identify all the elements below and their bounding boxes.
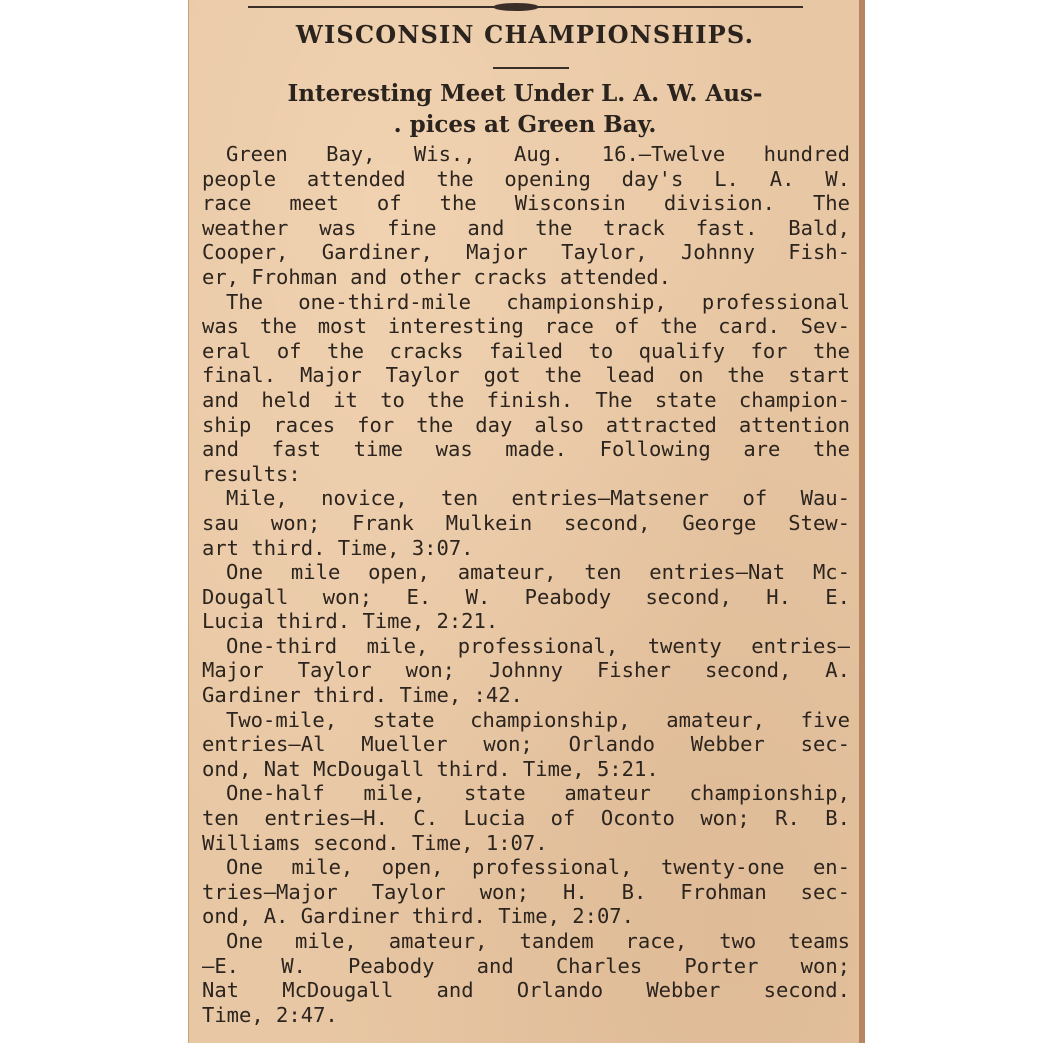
article-line: Two-mile, state championship, amateur, five [226,707,850,732]
article-paragraph [202,560,850,634]
article-line: —E. W. Peabody and Charles Porter won; [202,953,850,978]
article-line: weather was fine and the track fast. Bald, [202,215,850,240]
article-line: Time, 2:47. [202,1002,338,1027]
article-paragraph [202,855,850,929]
top-rule-ornament [493,3,539,11]
article-line: er, Frohman and other cracks attended. [202,264,671,289]
headline-divider [493,67,569,69]
article-line: One mile, open, professional, twenty-one en- [226,855,850,880]
article-line: One-half mile, state amateur championship, [226,781,850,806]
article-paragraph [202,929,850,1027]
article-line: One-third mile, professional, twenty entries— [226,633,850,658]
headline: WISCONSIN CHAMPIONSHIPS. [295,20,755,49]
article-body [202,142,850,1027]
article-line: One mile open, amateur, ten entries—Nat Mc- [226,560,850,585]
article-line: Nat McDougall and Orlando Webber second. [202,978,850,1003]
article-line: art third. Time, 3:07. [202,535,474,560]
article-line: ond, A. Gardiner third. Time, 2:07. [202,904,634,929]
article-line: Major Taylor won; Johnny Fisher second, A. [202,658,850,683]
article-paragraph [202,781,850,855]
article-line: tries—Major Taylor won; H. B. Frohman sec- [202,879,850,904]
article-line: Lucia third. Time, 2:21. [202,609,499,634]
article-line: Williams second. Time, 1:07. [202,830,548,855]
article-line: eral of the cracks failed to qualify for the [202,338,850,363]
article-paragraph [202,486,850,560]
article-line: ond, Nat McDougall third. Time, 5:21. [202,756,659,781]
article-paragraph [202,708,850,782]
article-line: people attended the opening day's L. A. W. [202,166,850,191]
article-line: The one-third-mile championship, professional [226,289,850,314]
article-line: sau won; Frank Mulkein second, George Stew- [202,510,850,535]
article-line: was the most interesting race of the card. Sev- [202,314,850,339]
article-line: entries—Al Mueller won; Orlando Webber sec- [202,732,850,757]
article-paragraph [202,634,850,708]
article-paragraph [202,290,850,487]
article-line: Gardiner third. Time, :42. [202,683,523,708]
article-line: final. Major Taylor got the lead on the start [202,363,850,388]
clipping-edge [859,0,865,1043]
article-line: ten entries—H. C. Lucia of Oconto won; R. B. [202,806,850,831]
article-line: Dougall won; E. W. Peabody second, H. E. [202,584,850,609]
subhead [188,78,862,140]
article-line: results: [202,461,301,486]
article-line: Mile, novice, ten entries—Matsener of Wau- [226,486,850,511]
subhead-line: Interesting Meet Under L. A. W. Aus- [287,80,763,107]
subhead-line: . pices at Green Bay. [393,111,657,138]
newspaper-clipping [188,0,862,1043]
article-line: and fast time was made. Following are the [202,437,850,462]
article-line: ship races for the day also attracted attention [202,412,850,437]
article-line: race meet of the Wisconsin division. The [202,191,850,216]
article-line: Green Bay, Wis., Aug. 16.—Twelve hundred [226,142,850,166]
article-line: One mile, amateur, tandem race, two teams [226,929,850,953]
article-line: Cooper, Gardiner, Major Taylor, Johnny Fish- [202,240,850,265]
article-line: and held it to the finish. The state champion- [202,387,850,412]
article-paragraph [202,142,850,290]
